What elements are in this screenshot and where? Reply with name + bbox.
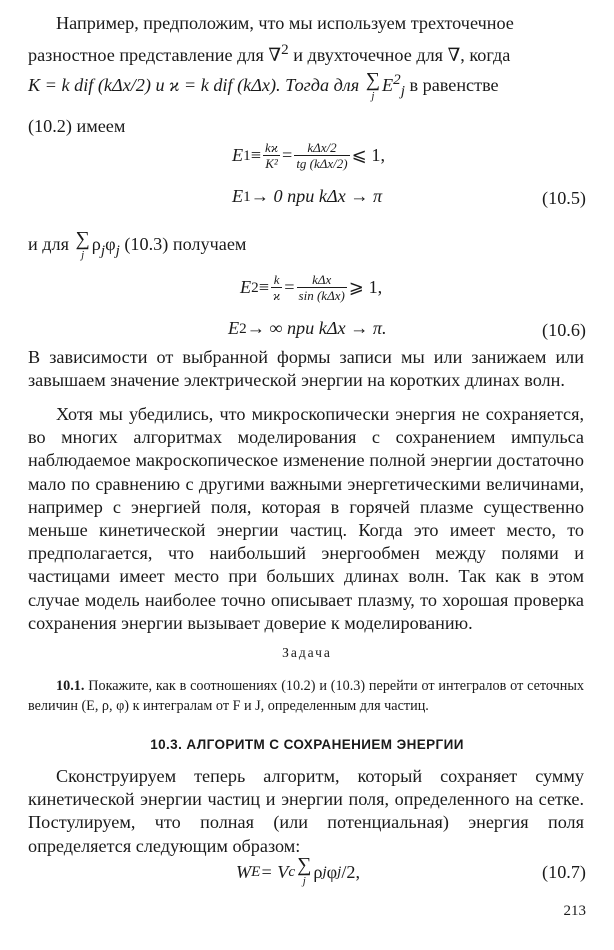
- eq105-fraction-1: $\frac{kϰ}{\text{K²}}$: [264, 140, 279, 171]
- eq105-line2-sub: 1: [243, 187, 251, 205]
- eq106-lhs: E: [240, 277, 252, 297]
- intro-text-3c: в равенстве: [404, 75, 499, 96]
- phi-symbol: φ: [105, 234, 116, 255]
- energy-power: 2: [393, 71, 401, 88]
- eq107-lhs-sub: E: [251, 863, 261, 880]
- intro-line-1: [28, 12, 584, 35]
- intro-line-3: [28, 68, 584, 103]
- paragraph-1: В зависимости от выбранной формы записи мы или занижаем или завышаем значение электрической энергии на коротких длинах волн.: [28, 347, 584, 391]
- mid-line: и для ∑ j $\rho_j\varphi_j$ (10.3) получаем: [28, 228, 247, 261]
- eq106-line2-sub: 2: [239, 319, 247, 337]
- intro-text-2b: и двухточечное для ∇, когда: [288, 45, 511, 66]
- intro-text-2a: разностное представление для ∇: [28, 45, 282, 66]
- intro-text-4: (10.2) имеем: [28, 116, 126, 136]
- eq107-volume-sub: c: [288, 863, 296, 880]
- equation-10-6-line-1: [240, 272, 382, 303]
- sum-index: j: [371, 89, 375, 102]
- eq107-tail: /2,: [341, 861, 361, 882]
- eq106-fraction-2: $\frac{\text{kΔx}}{\text{sin (kΔx)}}$: [298, 272, 345, 303]
- eq106-equals: =: [284, 277, 295, 297]
- eq107-sum-symbol: ∑ j: [297, 854, 312, 887]
- energy-symbol: E: [382, 75, 394, 96]
- eq107-lhs: W: [236, 861, 252, 882]
- eq106-rhs: ⩾ 1,: [348, 277, 383, 297]
- intro-line-2: [28, 38, 584, 67]
- eq105-line2-lhs: E: [232, 186, 244, 206]
- eq105-equiv: ≡: [250, 145, 261, 165]
- intro-line-4: [28, 115, 584, 138]
- equation-10-7: W E = V c ∑ j ρ j φ j /2,: [236, 854, 361, 887]
- mid-sum-symbol: ∑ j: [75, 228, 90, 261]
- intro-text-1: Например, предположим, что мы используем трехточечное: [56, 13, 514, 33]
- eq106-lhs-sub: 2: [251, 278, 259, 296]
- eq106-line2-rest: → ∞ при kΔx → π.: [246, 318, 387, 338]
- eq105-line2-rest: → 0 при kΔx → π: [250, 186, 383, 206]
- eq107-phi: φ: [326, 861, 338, 882]
- problem-number: 10.1.: [56, 678, 85, 694]
- section-title: 10.3. АЛГОРИТМ С СОХРАНЕНИЕМ ЭНЕРГИИ: [150, 737, 464, 752]
- eq105-equals: =: [282, 145, 293, 165]
- mid-text-a: и для: [28, 234, 69, 255]
- mid-text-d: (10.3) получаем: [119, 234, 247, 255]
- eq106-line2-lhs: E: [228, 318, 240, 338]
- equation-10-6-line-2: [228, 318, 387, 339]
- problem-text: [28, 676, 584, 716]
- eq107-rho: ρ: [313, 861, 323, 882]
- eq105-rhs: ⩽ 1,: [351, 145, 386, 165]
- sum-symbol: ∑ j: [365, 68, 380, 102]
- equation-number-10-7: (10.7): [542, 862, 586, 882]
- equation-number-10-5: (10.5): [542, 188, 586, 208]
- problem-heading: Задача: [282, 645, 332, 660]
- equation-10-5-line-1: [232, 140, 385, 171]
- nabla-power: 2: [281, 41, 289, 58]
- page-number: 213: [563, 903, 586, 919]
- intro-text-3a: K = k dif (kΔx/2) и ϰ = k dif (kΔx). Тогда для: [28, 75, 360, 96]
- paragraph-3: Сконструируем теперь алгоритм, который сохраняет сумму кинетической энергии частиц и энергии поля, определенного на сетке. Постулируем, что полная (или потенциальная) энергия поля определяется следующим образом:: [28, 766, 584, 856]
- paragraph-2: Хотя мы убедились, что микроскопически энергия не сохраняется, во многих алгоритмах моделирования с сохранением импульса наблюдаемое макроскопическое изменение полной энергии достаточно мало по сравнению с другими важными энергетическими величинами, например с энергией поля, которая в горячей плазме существенно меньше кинетической энергии частиц. Когда это имеет место, то предполагается, что наибольший энергообмен между полями и частицами имеет место при больших длинах волн. Так как в этом случае модель наиболее точно описывает плазму, то хорошая проверка сохранения энергии вызывает доверие к моделированию.: [28, 404, 584, 633]
- eq105-lhs: E: [232, 145, 244, 165]
- eq105-fraction-2: $\frac{\text{kΔx/2}}{\text{tg (kΔx/2)}}$: [296, 140, 348, 171]
- energy-index: j: [400, 82, 405, 100]
- eq106-equiv: ≡: [258, 277, 269, 297]
- problem-body: Покажите, как в соотношениях (10.2) и (10.3) перейти от интегралов от сеточных величин (E, ρ, φ) к интегралам от F и J, определенным для частиц.: [28, 678, 584, 714]
- equation-number-10-6: (10.6): [542, 320, 586, 340]
- eq105-lhs-sub: 1: [243, 146, 251, 164]
- equation-10-5-line-2: [232, 186, 382, 207]
- eq106-fraction-1: $\frac{k}{ϰ}$: [272, 272, 281, 303]
- eq107-volume: = V: [260, 861, 289, 882]
- rho-symbol: ρ: [91, 234, 101, 255]
